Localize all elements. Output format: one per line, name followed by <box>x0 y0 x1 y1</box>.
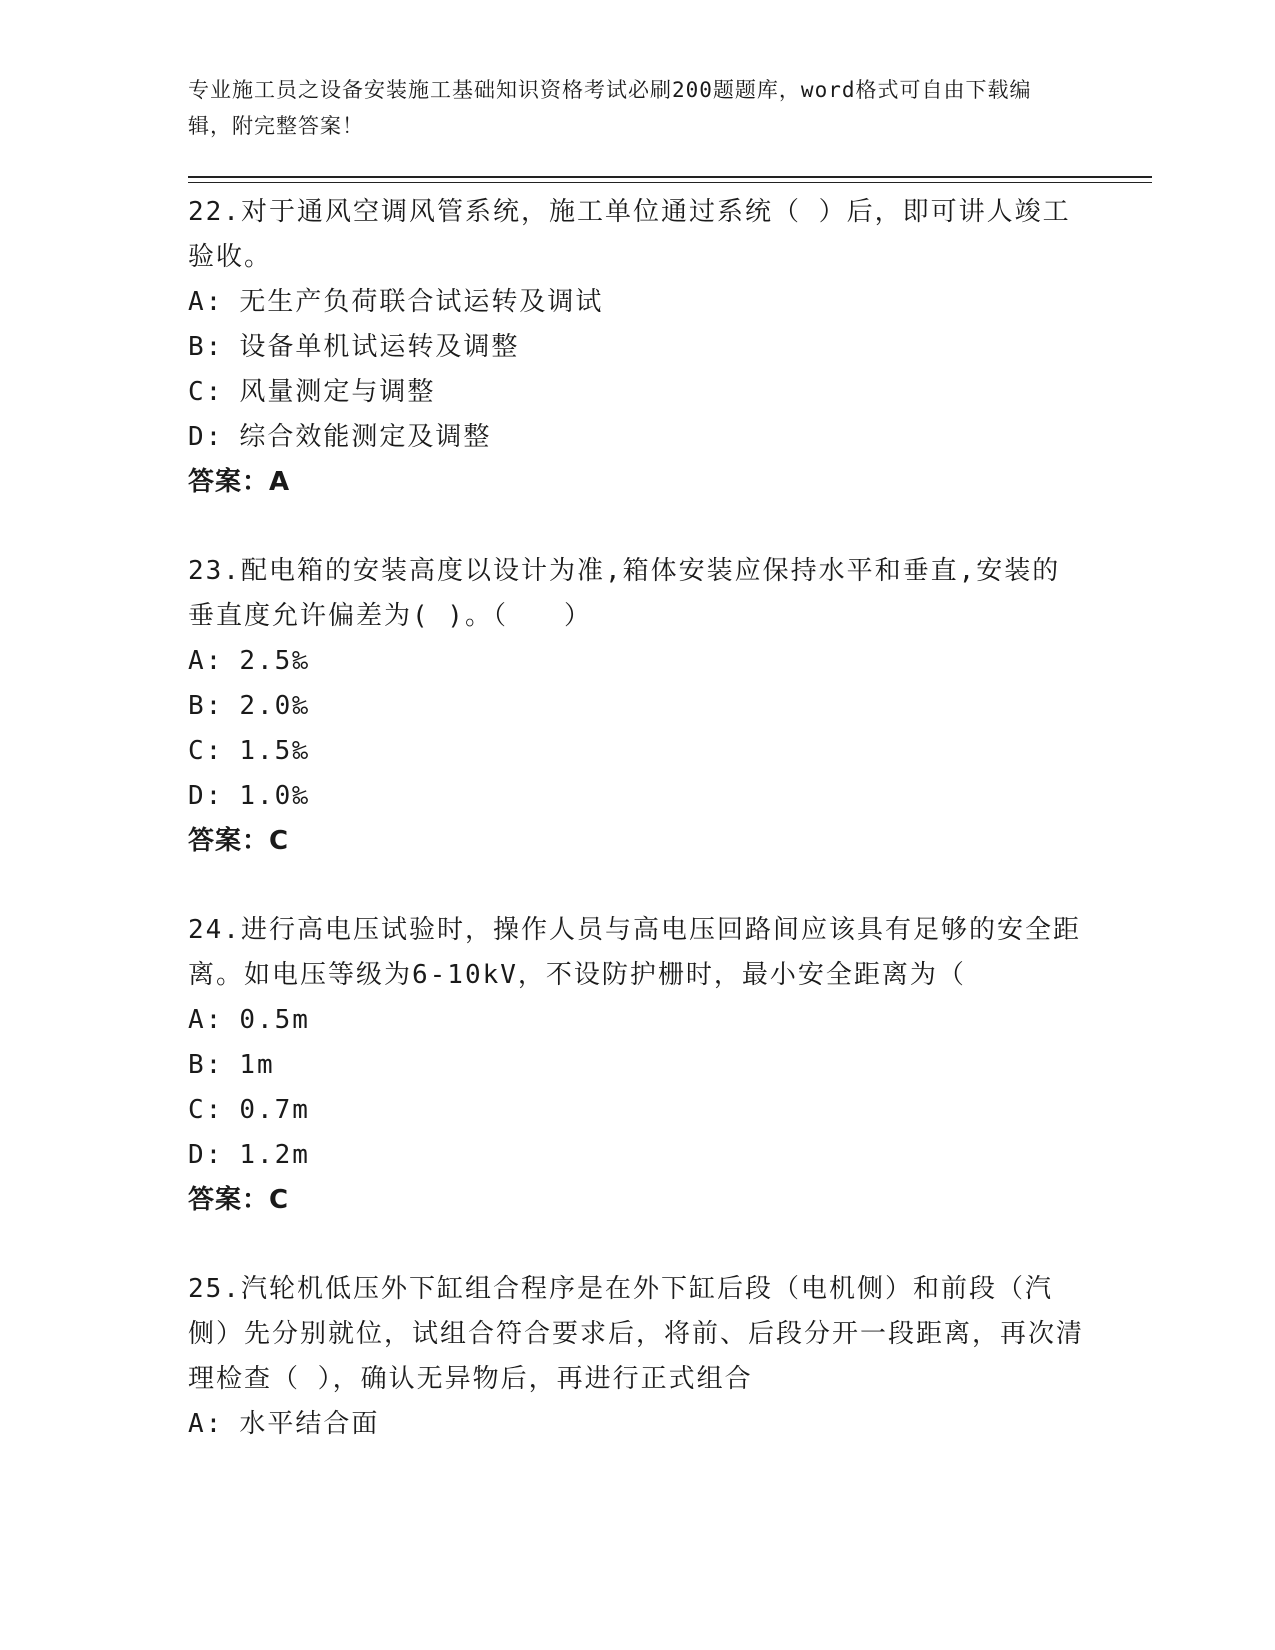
option-text: 水平结合面 <box>239 1409 380 1439</box>
header-rule-thick <box>188 176 1152 178</box>
answer-line: 答案：A <box>188 467 291 497</box>
question-24 <box>188 908 1088 1223</box>
option-key: A: <box>188 287 224 317</box>
header-rule-thin <box>188 182 1152 183</box>
option-key: D: <box>188 781 224 811</box>
question-25 <box>188 1267 1088 1447</box>
option-a <box>188 1402 1088 1447</box>
option-key: B: <box>188 332 224 362</box>
option-b <box>188 684 1088 729</box>
option-key: C: <box>188 736 224 766</box>
question-22 <box>188 190 1088 505</box>
question-text: 24.进行高电压试验时，操作人员与高电压回路间应该具有足够的安全距离。如电压等级为6-10kV，不设防护栅时，最小安全距离为（ <box>188 915 1081 990</box>
option-text: 无生产负荷联合试运转及调试 <box>239 287 604 317</box>
document-header: 专业施工员之设备安装施工基础知识资格考试必刷200题题库，word格式可自由下载编辑，附完整答案！ <box>188 78 1032 138</box>
option-key: B: <box>188 691 224 721</box>
question-list <box>188 190 1088 1491</box>
option-text: 1.2m <box>239 1140 310 1170</box>
option-text: 1.0‰ <box>239 781 310 811</box>
answer-line: 答案：C <box>188 826 290 856</box>
option-key: A: <box>188 646 224 676</box>
option-text: 综合效能测定及调整 <box>239 422 492 452</box>
option-d <box>188 774 1088 819</box>
option-key: A: <box>188 1409 224 1439</box>
option-text: 0.5m <box>239 1005 310 1035</box>
option-d <box>188 415 1088 460</box>
option-a <box>188 639 1088 684</box>
question-text: 25.汽轮机低压外下缸组合程序是在外下缸后段（电机侧）和前段（汽侧）先分别就位，试组合符合要求后，将前、后段分开一段距离，再次清理检查（ ），确认无异物后，再进行正式组合 <box>188 1274 1085 1394</box>
option-key: B: <box>188 1050 224 1080</box>
option-c <box>188 1088 1088 1133</box>
option-text: 设备单机试运转及调整 <box>239 332 520 362</box>
option-key: C: <box>188 377 224 407</box>
option-key: C: <box>188 1095 224 1125</box>
option-text: 风量测定与调整 <box>239 377 436 407</box>
option-c <box>188 729 1088 774</box>
option-text: 2.5‰ <box>239 646 310 676</box>
question-23 <box>188 549 1088 864</box>
option-key: A: <box>188 1005 224 1035</box>
question-text: 22.对于通风空调风管系统，施工单位通过系统（ ）后，即可讲人竣工验收。 <box>188 197 1071 272</box>
option-a <box>188 998 1088 1043</box>
option-key: D: <box>188 1140 224 1170</box>
option-text: 1m <box>239 1050 275 1080</box>
question-text: 23.配电箱的安装高度以设计为准,箱体安装应保持水平和垂直,安装的垂直度允许偏差为( )。（ ） <box>188 556 1061 631</box>
option-key: D: <box>188 422 224 452</box>
option-b <box>188 1043 1088 1088</box>
option-text: 0.7m <box>239 1095 310 1125</box>
option-text: 1.5‰ <box>239 736 310 766</box>
option-b <box>188 325 1088 370</box>
option-c <box>188 370 1088 415</box>
option-text: 2.0‰ <box>239 691 310 721</box>
option-d <box>188 1133 1088 1178</box>
answer-line: 答案：C <box>188 1185 290 1215</box>
option-a <box>188 280 1088 325</box>
